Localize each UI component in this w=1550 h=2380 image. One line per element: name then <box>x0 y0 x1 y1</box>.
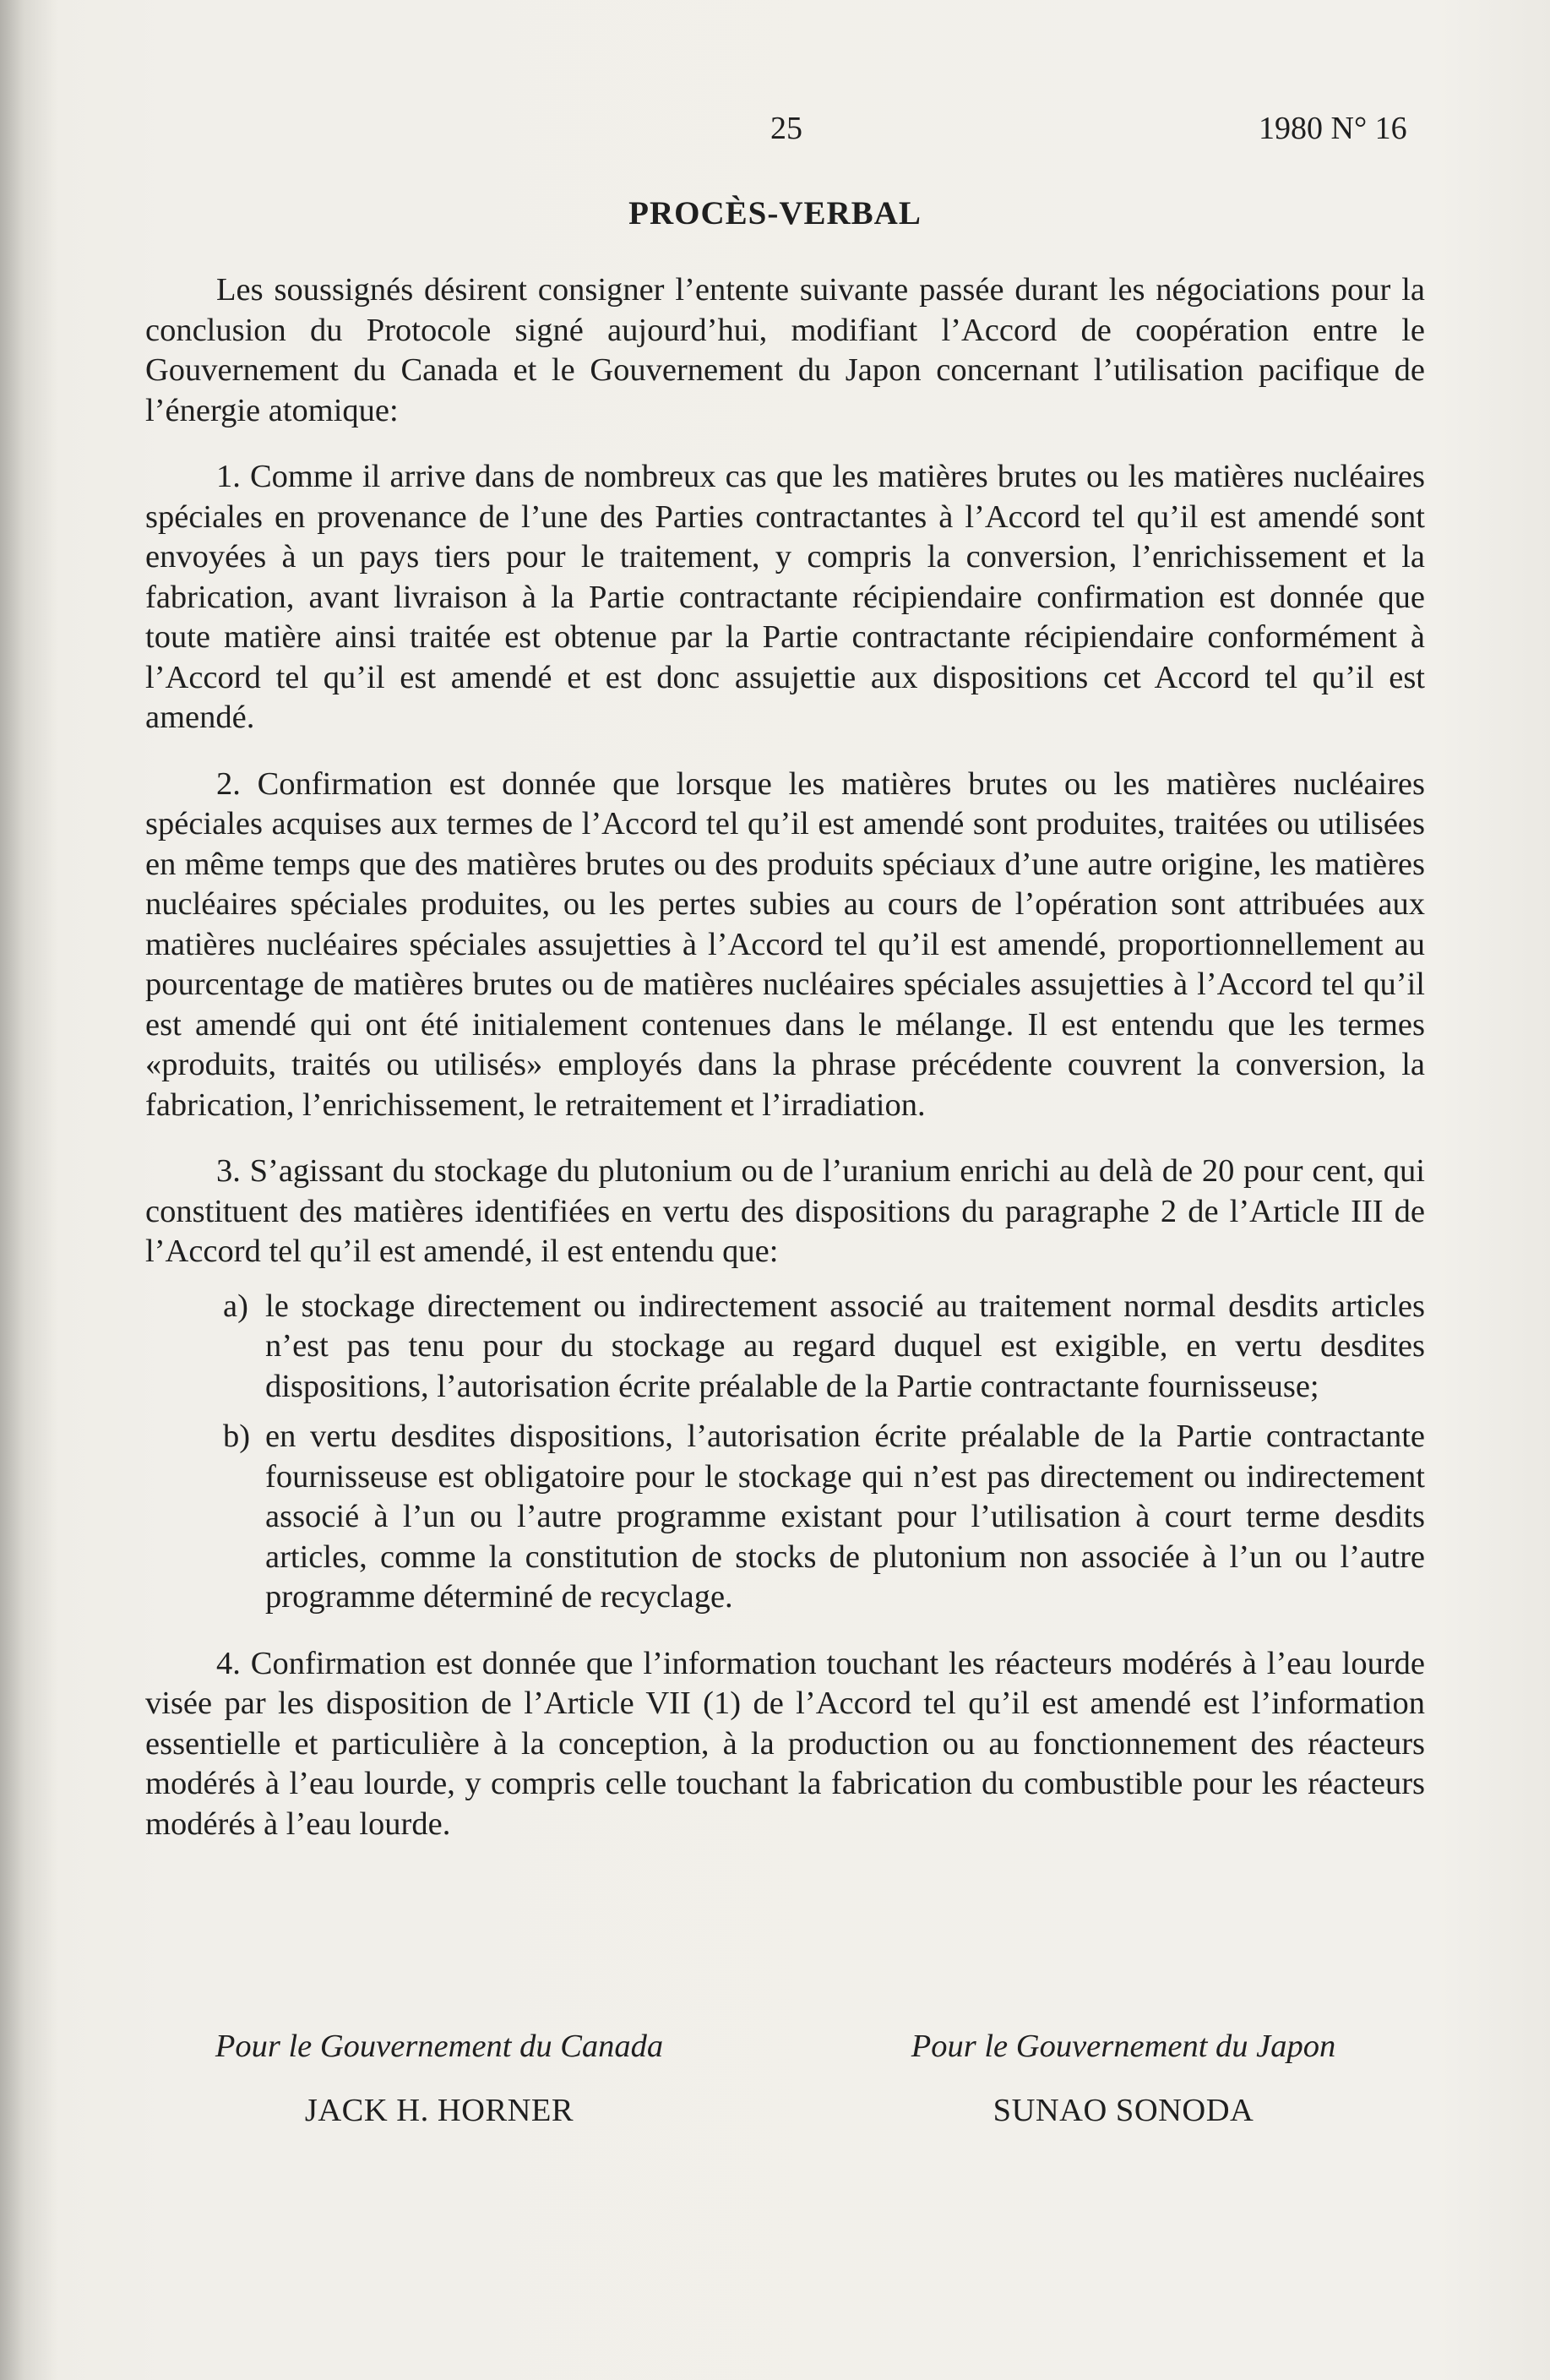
signatory-name: SUNAO SONODA <box>993 2093 1254 2128</box>
document-body <box>145 270 1425 1871</box>
signature-caption: Pour le Gouvernement du Japon <box>911 2029 1336 2064</box>
document-reference: 1980 N° 16 <box>1259 111 1407 146</box>
list-item-text: en vertu desdites dispositions, l’autorisation écrite préalable de la Partie contractante fournisseuse est obligatoire pour le stockage qui n’est pas directement ou indirectement associé à l’un ou l’autre programme existant pour l’utilisation à court terme desdits articles, comme la constitution de stocks de plutonium non associée à l’un ou l’autre programme déterminé de recyclage. <box>265 1419 1425 1615</box>
list-item-label: b) <box>223 1419 251 1454</box>
list-item-text: le stockage directement ou indirectement associé au traitement normal desdits articles n’est pas tenu pour du stockage au regard duquel est exigible, en vertu desdites dispositions, l’autorisation écrite préalable de la Partie contractante fournisseuse; <box>265 1288 1425 1404</box>
list-item-b <box>145 1417 1425 1618</box>
paragraph-3: 3. S’agissant du stockage du plutonium ou de l’uranium enrichi au delà de 20 pour cent, qui constituent des matières identifiées en vertu des dispositions du paragraphe 2 de l’Article III de l’Accord tel qu’il est amendé, il est entendu que: <box>145 1153 1425 1269</box>
page-header <box>0 110 1550 161</box>
binding-shadow <box>0 0 57 2380</box>
list-item-label: a) <box>223 1288 248 1324</box>
paragraph-1: 1. Comme il arrive dans de nombreux cas que les matières brutes ou les matières nucléaires spéciales en provenance de l’une des Parties contractantes à l’Accord tel qu’il est amendé sont envoyées à un pays tiers pour le traitement, y compris la conversion, l’enrichissement et la fabrication, avant livraison à la Partie contractante récipiendaire confirmation est donnée que toute matière ainsi traitée est obtenue par la Partie contractante récipiendaire conformément à l’Accord tel qu’il est amendé et est donc assujettie aux dispositions cet Accord tel qu’il est amendé. <box>145 459 1425 735</box>
signatory-name: JACK H. HORNER <box>304 2093 574 2128</box>
paragraph-2: 2. Confirmation est donnée que lorsque les matières brutes ou les matières nucléaires spéciales acquises aux termes de l’Accord tel qu’il est amendé sont produites, traitées ou utilisées en même temps que des matières brutes ou des produits spéciaux d’une autre origine, les matières nucléaires spéciales produites, ou les pertes subies au cours de l’opération sont attribuées aux matières nucléaires spéciales assujetties à l’Accord tel qu’il est amendé, proportionnellement au pourcentage de matières brutes ou de matières nucléaires spéciales assujetties à l’Accord tel qu’il est amendé qui ont été initialement contenues dans le mélange. Il est entendu que les termes «produits, traités ou utilisés» employés dans la phrase précédente couvrent la conversion, la fabrication, l’enrichissement, le retraitement et l’irradiation. <box>145 765 1425 1123</box>
paragraph-4: 4. Confirmation est donnée que l’information touchant les réacteurs modérés à l’eau lourde visée par les disposition de l’Article VII (1) de l’Accord tel qu’il est amendé est l’information essentielle et particulière à la conception, à la production ou au fonctionnement des réacteurs modérés à l’eau lourde, y compris celle touchant la fabrication du combustible pour les réacteurs modérés à l’eau lourde. <box>145 1645 1425 1842</box>
signature-canada <box>169 2028 710 2129</box>
page-title: PROCÈS-VERBAL <box>628 195 922 231</box>
signature-block <box>0 2028 1550 2129</box>
signature-japan <box>853 2028 1394 2129</box>
signature-caption: Pour le Gouvernement du Canada <box>215 2029 664 2064</box>
sub-item-list <box>145 1287 1425 1618</box>
page-number: 25 <box>770 111 802 146</box>
intro-paragraph: Les soussignés désirent consigner l’entente suivante passée durant les négociations pour la conclusion du Protocole signé aujourd’hui, modifiant l’Accord de coopération entre le Gouvernement du Canada et le Gouvernement du Japon concernant l’utilisation pacifique de l’énergie atomique: <box>145 272 1425 428</box>
list-item-a <box>145 1287 1425 1408</box>
